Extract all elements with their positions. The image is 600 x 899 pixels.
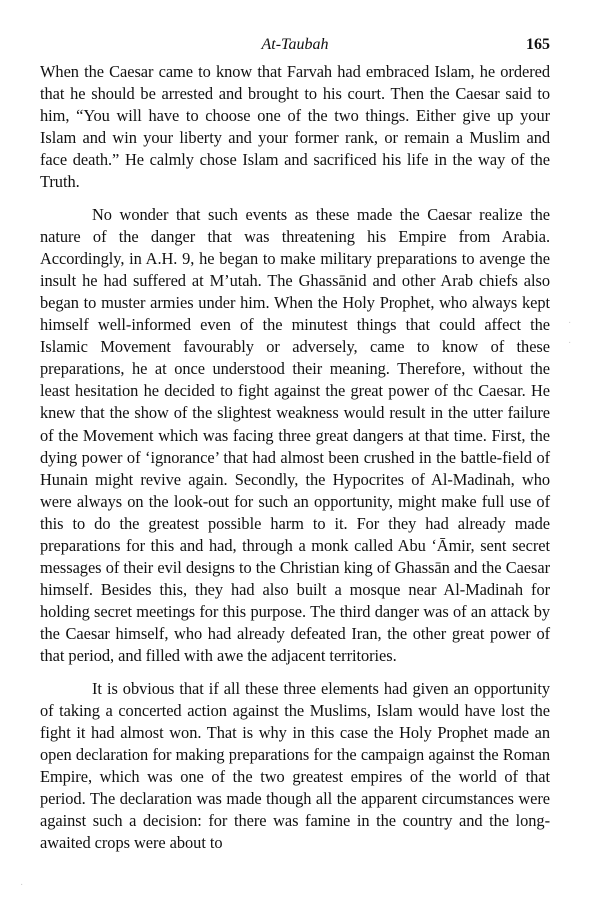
scan-speck: · bbox=[20, 879, 24, 890]
running-title: At-Taubah bbox=[261, 36, 329, 53]
body-text bbox=[40, 61, 550, 864]
paragraph-2: No wonder that such events as these made the Caesar realize the nature of the danger that was threatening his Empire from Arabia. Accordingly, in A.H. 9, he began to make military preparations to avenge the insult he had suffered at M’utah. The Ghassānid and other Arab chiefs also began to muster armies under him. When the Holy Prophet, who always kept himself well-informed even of the minutest things that could affect the Islamic Movement favourably or adversely, came to know of these preparations, he at once understood their meaning. Therefore, without the least hesitation he decided to fight against the great power of thc Caesar. He knew that the show of the slightest weakness would result in the utter failure of the Movement which was facing three great dangers at that time. First, the dying power of ‘ignorance’ that had almost been crushed in the battle-field of Hunain might revive again. Secondly, the Hypocrites of Al-Madinah, who were always on the look-out for such an opportunity, might make full use of this to do the greatest possible harm to it. For they had already made preparations for this and had, through a monk called Abu ‘Āmir, sent secret messages of their evil designs to the Christian king of Ghassān and the Caesar himself. Besides this, they had also built a mosque near Al-Madinah for holding secret meetings for this purpose. The third danger was of an attack by the Caesar himself, who had already defeated Iran, the other great power of that period, and filled with awe the adjacent territories. bbox=[40, 204, 550, 666]
running-header bbox=[40, 36, 550, 58]
scan-speck: · bbox=[568, 317, 572, 328]
paragraph-1: When the Caesar came to know that Farvah had embraced Islam, he ordered that he should be arrested and brought to his court. Then the Caesar said to him, “You will have to choose one of the two things. Either give up your Islam and win your liberty and your former rank, or remain a Muslim and face death.” He calmly chose Islam and sacrificed his life in the way of the Truth. bbox=[40, 62, 550, 192]
page-number: 165 bbox=[526, 36, 550, 53]
scan-speck: · bbox=[568, 337, 572, 348]
paragraph-3: It is obvious that if all these three elements had given an opportunity of taking a concerted action against the Muslims, Islam would have lost the fight it had almost won. That is why in this case the Holy Prophet made an open declaration for making preparations for the campaign against the Roman Empire, which was one of the two greatest empires of the world of that period. The declaration was made though all the apparent circumstances were against such a decision: for there was famine in the country and the long-awaited crops were about to bbox=[40, 678, 550, 853]
